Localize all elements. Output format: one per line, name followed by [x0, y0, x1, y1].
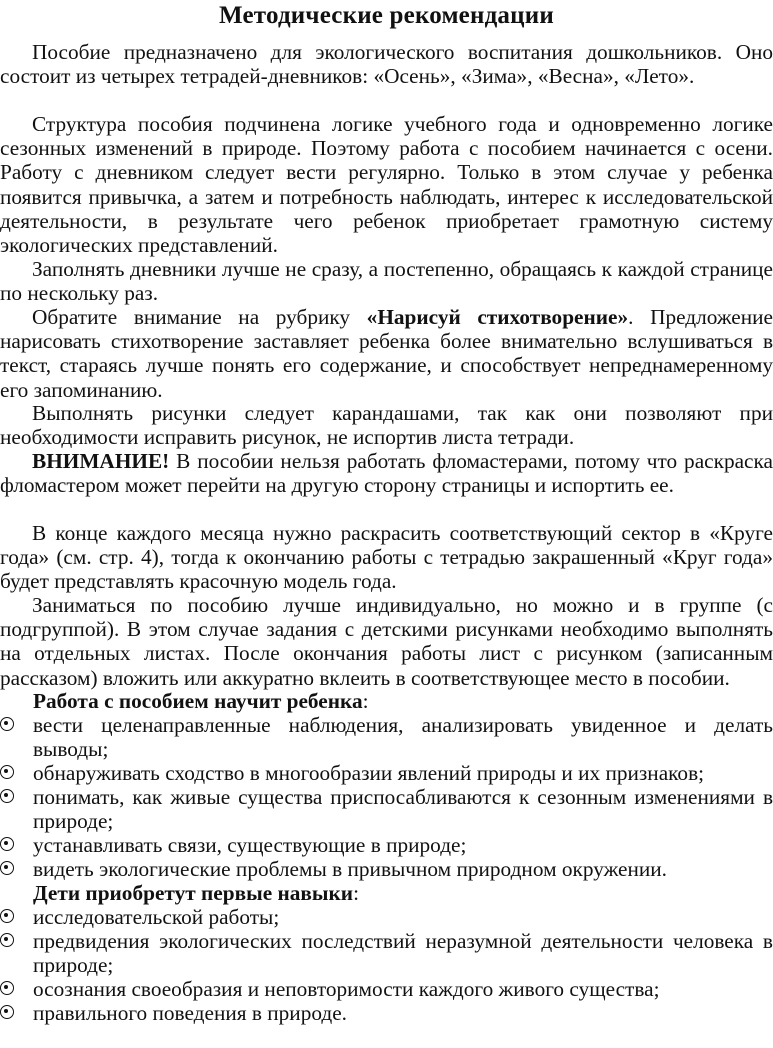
page-title: Методические рекомендации: [219, 2, 554, 29]
bullet-icon: [0, 981, 14, 995]
bullet-icon: [0, 837, 14, 851]
list-item: понимать, как живые существа приспосабливаются к сезонным изменениями в природе;: [0, 785, 773, 833]
paragraph-pencils: Выполнять рисунки следует карандашами, так как они позволяют при необходимости исправить рисунок, не испортив листа тетради.: [0, 401, 773, 450]
list-item: обнаруживать сходство в многообразии явлений природы и их признаков;: [0, 761, 773, 785]
list-item: видеть экологические проблемы в привычном природном окружении.: [0, 857, 773, 881]
paragraph-purpose: Пособие предназначено для экологического воспитания дошкольников. Оно состоит из четырех тетрадей-дневников: «Осень», «Зима», «Весна», «Лето».: [0, 40, 773, 89]
list-item: устанавливать связи, существующие в природе;: [0, 833, 773, 857]
warning-text: В пособии нельзя работать фломастерами, потому что раскраска фломастером может перейти на другую сторону страницы и испортить ее.: [0, 449, 773, 498]
list-item: правильного поведения в природе.: [0, 1001, 773, 1025]
paragraph-rubric: [0, 305, 773, 402]
section-heading-first-skills: Дети приобретут первые навыки:: [33, 881, 359, 905]
paragraph-filling: Заполнять дневники лучше не сразу, а постепенно, обращаясь к каждой странице по нескольку раз.: [0, 257, 773, 306]
warning-label: ВНИМАНИЕ!: [32, 449, 170, 473]
paragraph-warning: [0, 449, 773, 497]
paragraph-year-circle: В конце каждого месяца нужно раскрасить соответствующий сектор в «Круге года» (см. стр. 4), тогда к окончанию работы с тетрадью закрашенный «Круг года» будет представлять красочную модель года.: [0, 521, 773, 594]
list-item: осознания своеобразия и неповторимости каждого живого существа;: [0, 977, 773, 1001]
bullet-icon: [0, 861, 14, 875]
bullet-icon: [0, 1005, 14, 1019]
bullet-icon: [0, 933, 14, 947]
paragraph-structure: Структура пособия подчинена логике учебного года и одновременно логике сезонных изменений в природе. Поэтому работа с пособием начинается с осени. Работу с дневником следует вести регулярно. Только в этом случае у ребенка появится привычка, а затем и потребность наблюдать, интерес к исследовательской деятельности, в результате чего ребенок приобретает грамотную систему экологических представлений.: [0, 112, 773, 258]
rubric-text-before: Обратите внимание на рубрику: [32, 305, 367, 329]
bullet-icon: [0, 717, 14, 731]
rubric-text-after: . Предложение нарисовать стихотворение заставляет ребенка более внимательно вслушиваться в текст, стараясь лучше понять его содержание, и способствует непреднамеренному его запоминанию.: [0, 305, 773, 402]
bullet-icon: [0, 789, 14, 803]
list-item: вести целенаправленные наблюдения, анализировать увиденное и делать выводы;: [0, 713, 773, 761]
bullet-icon: [0, 909, 14, 923]
section-heading-skills: Работа с пособием научит ребенка:: [33, 689, 369, 713]
paragraph-group-work: Заниматься по пособию лучше индивидуально, но можно и в группе (с подгруппой). В этом случае задания с детскими рисунками необходимо выполнять на отдельных листах. После окончания работы лист с рисунком (записанным рассказом) вложить или аккуратно вклеить в соответствующее место в пособии.: [0, 593, 773, 690]
list-item: исследовательской работы;: [0, 905, 773, 929]
bullet-icon: [0, 765, 14, 779]
list-item: предвидения экологических последствий неразумной деятельности человека в природе;: [0, 929, 773, 977]
rubric-name: «Нарисуй стихотворение»: [366, 305, 629, 329]
